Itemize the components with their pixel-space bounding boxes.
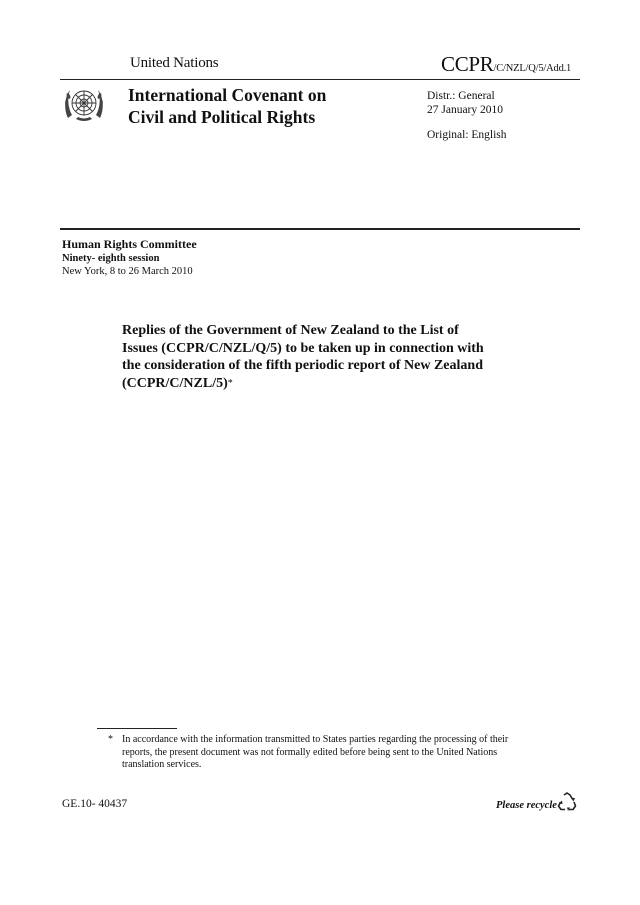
document-title [122, 322, 542, 392]
footnote [108, 734, 526, 772]
distribution-info [427, 89, 503, 117]
original-language: Original: English [427, 129, 507, 141]
committee-name: Human Rights Committee [62, 237, 197, 251]
footnote-reference-marker[interactable]: * [227, 377, 233, 389]
document-title-line [122, 375, 542, 393]
document-title-line: Replies of the Government of New Zealand to the List of [122, 323, 459, 338]
section-divider [60, 228, 580, 230]
session-name: Ninety- eighth session [62, 253, 160, 264]
recycle-icon [556, 791, 578, 813]
document-title-line: Issues (CCPR/C/NZL/Q/5) to be taken up in connection with [122, 340, 484, 356]
covenant-title [128, 84, 398, 128]
footnote-marker: * [108, 734, 113, 745]
footnote-rule [97, 728, 177, 729]
organization-name: United Nations [130, 55, 219, 71]
document-symbol [441, 52, 571, 77]
un-emblem-icon [62, 84, 106, 124]
recycle-label: Please recycle [496, 800, 557, 811]
job-number: GE.10- 40437 [62, 798, 128, 810]
covenant-title-line: International Covenant on [128, 85, 327, 105]
header-divider [60, 79, 580, 80]
session-venue: New York, 8 to 26 March 2010 [62, 266, 193, 277]
document-symbol-suffix: /C/NZL/Q/5/Add.1 [493, 63, 572, 74]
document-title-symbol: (CCPR/C/NZL/5) [122, 375, 228, 391]
covenant-title-line: Civil and Political Rights [128, 107, 316, 127]
issue-date: 27 January 2010 [427, 104, 504, 116]
footnote-text: In accordance with the information transmitted to States parties regarding the processing of their reports, the present document was not formally edited before being sent to the United Nations translation services. [122, 734, 509, 770]
distribution: Distr.: General [427, 90, 495, 102]
document-title-line: the consideration of the fifth periodic report of New Zealand [122, 358, 483, 373]
document-symbol-main: CCPR [441, 52, 494, 76]
